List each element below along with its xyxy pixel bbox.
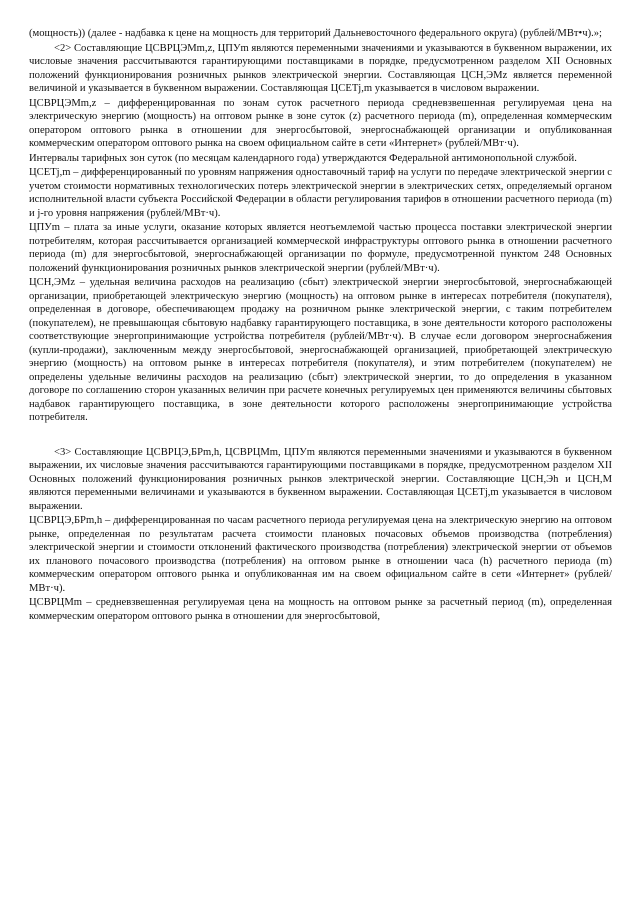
definition-paragraph: ЦСЕТj,m – дифференцированный по уровням напряжения одноставочный тариф на услуги по передаче электрической энергии с учетом стоимости нормативных технологических потерь электрической энергии в электрических сетях, определяемый органом исполнительной власти субъекта Российской Федерации в области регулирования тарифов в отношении расчетного периода (m) и j-го уровня напряжения (рублей/МВт·ч). — [29, 167, 612, 219]
paragraph-gap — [29, 426, 612, 446]
footnote-2: <2> Составляющие ЦСВРЦЭМm,z, ЦПУm являются переменными значениями и указываются в буквенном выражении, их числовые значения рассчитываются гарантирующими поставщиками в порядке, предусмотренном разделом XII Основных положений функционирования розничных рынков электрической энергии. Составляющая ЦСН,ЭМz является переменной величиной и указывается в буквенном выражении. Составляющая ЦСЕТj,m указывается в числовом выражении. — [29, 42, 612, 94]
definition-paragraph: ЦСН,ЭМz – удельная величина расходов на реализацию (сбыт) электрической энергии энергосбытовой, энергоснабжающей организации, приобретающей электрическую энергию (мощность) на оптовом рынке в интересах потребителя (покупателя), определенная в договоре, обеспечивающем продажу на розничном рынке электрической энергии, с таким потребителем (покупателем), не превышающая сбытовую надбавку гарантирующего поставщика, в зоне деятельности которого расположены соответствующие энергопринимающие устройства потребителя (рублей/МВт·ч). В случае если договором энергоснабжения (купли-продажи), заключенным между энергосбытовой, энергоснабжающей организацией, приобретающей электрическую энергию (мощность) на оптовом рынке в интересах потребителя (покупателя), и этим потребителем (покупателем) не определены удельные величины расходов на реализацию (сбыт) электрической энергии, то до определения в указанном договоре по соглашению сторон указанных величин при расчете конечных регулируемых цен применяются величины сбытовых надбавок гарантирующего поставщика, в зоне деятельности которого расположены энергопринимающие устройства потребителя. — [29, 277, 612, 423]
definition-paragraph: ЦСВРЦЭ,БРm,h – дифференцированная по часам расчетного периода регулируемая цена на электрическую энергию на оптовом рынке, определенная по результатам расчета стоимости плановых почасовых объемов производства (потребления) электрической энергии и стоимости отклонений фактического производства (потребления) электрической энергии от объемов их планового почасового производства (потребления) на оптовом рынке в отношении часа (h) расчетного периода (m) коммерческим оператором оптового рынка и опубликованная им на своем официальном сайте в сети «Интернет» (рублей/МВт·ч). — [29, 515, 612, 594]
definition-paragraph: ЦСВРЦМm – средневзвешенная регулируемая цена на мощность на оптовом рынке за расчетный период (m), определенная коммерческим оператором оптового рынка в отношении для энергосбытовой, — [29, 597, 612, 622]
paragraph: (мощность)) (далее - надбавка к цене на мощность для территорий Дальневосточного федерального округа) (рублей/МВт•ч).»; — [29, 28, 602, 39]
definition-paragraph: ЦСВРЦЭМm,z – дифференцированная по зонам суток расчетного периода средневзвешенная регулируемая цена на электрическую энергию (мощность) на оптовом рынке в зоне суток (z) расчетного периода (m), определенная коммерческим оператором оптового рынка в отношении для энергосбытовой, энергоснабжающей организации и опубликованная коммерческим оператором оптового рынка на своем официальном сайте в сети «Интернет» (рублей/МВт·ч). — [29, 97, 612, 149]
footnote-3: <3> Составляющие ЦСВРЦЭ,БРm,h, ЦСВРЦМm, ЦПУm являются переменными значениями и указываются в буквенном выражении, их числовые значения рассчитываются гарантирующими поставщиками в порядке, предусмотренном разделом XII Основных положений функционирования розничных рынков электрической энергии. Составляющие ЦСН,Эh и ЦСН,М являются переменными величинами и указываются в буквенном выражении. Составляющая ЦСЕТj,m указывается в числовом выражении. — [29, 446, 612, 512]
definition-paragraph: ЦПУm – плата за иные услуги, оказание которых является неотъемлемой частью процесса поставки электрической энергии потребителям, которая рассчитывается организацией коммерческой инфраструктуры оптового рынка в отношении расчетного периода (m) для энергосбытовой, энергоснабжающей организации по формуле, предусмотренной пунктом 248 Основных положений функционирования розничных рынков электрической энергии (рублей/МВт·ч). — [29, 222, 612, 274]
paragraph: Интервалы тарифных зон суток (по месяцам календарного года) утверждаются Федеральной антимонопольной службой. — [29, 152, 577, 164]
document-page — [29, 27, 612, 624]
